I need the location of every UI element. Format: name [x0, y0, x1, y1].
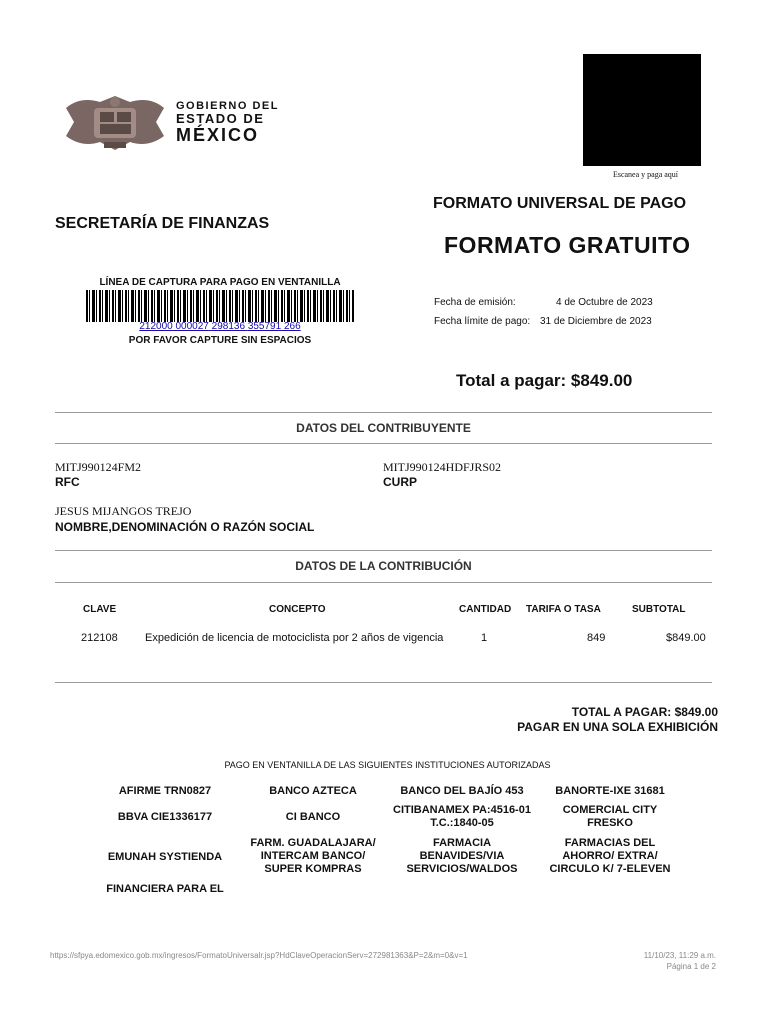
- contribucion-section-title: DATOS DE LA CONTRIBUCIÓN: [295, 559, 472, 573]
- row-cantidad: 1: [481, 632, 488, 644]
- bank-item: FINANCIERA PARA EL: [106, 883, 224, 895]
- capture-note: POR FAVOR CAPTURE SIN ESPACIOS: [128, 335, 312, 346]
- capture-number[interactable]: [70, 321, 370, 332]
- curp-value: MITJ990124HDFJRS02: [383, 460, 502, 474]
- column-header-tarifa: TARIFA O TASA: [526, 604, 601, 615]
- qr-caption: Escanea y paga aquí: [612, 170, 679, 179]
- capture-line-title: LÍNEA DE CAPTURA PARA PAGO EN VENTANILLA: [99, 277, 341, 288]
- limite-label: Fecha límite de pago:: [434, 316, 531, 327]
- format-title: FORMATO UNIVERSAL DE PAGO: [433, 195, 687, 212]
- bank-item: BANORTE-IXE 31681: [555, 785, 665, 797]
- secretaria-title: SECRETARÍA DE FINANZAS: [55, 215, 270, 232]
- logo-line-3: MÉXICO: [176, 125, 260, 145]
- divider: [55, 582, 712, 583]
- logo-line-1: GOBIERNO DEL: [176, 100, 279, 112]
- bank-item: CI BANCO: [285, 811, 341, 823]
- capture-number-part-3[interactable]: 298136: [211, 321, 246, 332]
- qr-code: [583, 54, 701, 166]
- footer-url[interactable]: https://sfpya.edomexico.gob.mx/ingresos/FormatoUniversalr.jsp?HdClaveOperacionServ=272981363&P=2&m=0&v=1: [50, 951, 468, 960]
- bank-item: AFIRME TRN0827: [118, 785, 212, 797]
- footer-page-number: Página 1 de 2: [666, 962, 716, 971]
- summary-exhibicion: PAGAR EN UNA SOLA EXHIBICIÓN: [517, 720, 718, 734]
- capture-number-part-1[interactable]: 212000: [139, 321, 173, 332]
- bank-item: BANCO AZTECA: [269, 785, 357, 797]
- column-header-clave: CLAVE: [83, 604, 117, 615]
- row-clave: 212108: [81, 632, 118, 644]
- bank-item: FARM. GUADALAJARA/ INTERCAM BANCO/ SUPER KOMPRAS: [250, 837, 376, 875]
- government-logo-text: [176, 100, 316, 144]
- column-header-concepto: CONCEPTO: [269, 604, 326, 615]
- bank-item: FARMACIAS DEL AHORRO/ EXTRA/ CIRCULO K/ 7-ELEVEN: [549, 837, 671, 875]
- bank-item: EMUNAH SYSTIENDA: [107, 851, 223, 863]
- column-header-cantidad: CANTIDAD: [459, 604, 512, 615]
- bank-item: FARMACIA BENAVIDES/VIA SERVICIOS/WALDOS: [406, 837, 518, 875]
- coat-of-arms-seal: [60, 92, 170, 152]
- logo-line-2: ESTADO DE: [176, 111, 265, 126]
- emision-value: 4 de Octubre de 2023: [556, 297, 653, 308]
- divider: [55, 682, 712, 683]
- total-header: Total a pagar: $849.00: [456, 371, 633, 390]
- column-header-subtotal: SUBTOTAL: [632, 604, 686, 615]
- nombre-value: JESUS MIJANGOS TREJO: [55, 504, 192, 518]
- limite-value: 31 de Diciembre de 2023: [540, 316, 652, 327]
- rfc-label: RFC: [55, 475, 80, 489]
- barcode: [86, 290, 354, 322]
- capture-number-part-4[interactable]: 355791: [247, 321, 282, 332]
- row-concepto: Expedición de licencia de motociclista por 2 años de vigencia: [145, 632, 444, 644]
- bank-item: COMERCIAL CITY FRESKO: [562, 804, 658, 829]
- divider: [55, 550, 712, 551]
- divider: [55, 443, 712, 444]
- row-subtotal: $849.00: [666, 632, 706, 644]
- capture-number-part-2[interactable]: 000027: [175, 321, 209, 332]
- summary-total: TOTAL A PAGAR: $849.00: [571, 705, 718, 719]
- row-tarifa: 849: [587, 632, 606, 644]
- rfc-value: MITJ990124FM2: [55, 460, 142, 474]
- footer-datetime: 11/10/23, 11:29 a.m.: [643, 951, 716, 960]
- capture-number-part-5[interactable]: 266: [283, 321, 301, 332]
- banks-title: PAGO EN VENTANILLA DE LAS SIGUIENTES INSTITUCIONES AUTORIZADAS: [224, 760, 551, 770]
- emision-label: Fecha de emisión:: [434, 297, 516, 308]
- format-subtitle: FORMATO GRATUITO: [444, 232, 691, 258]
- nombre-label: NOMBRE,DENOMINACIÓN O RAZÓN SOCIAL: [55, 520, 315, 534]
- divider: [55, 412, 712, 413]
- bank-item: BBVA CIE1336177: [117, 811, 213, 823]
- contribuyente-section-title: DATOS DEL CONTRIBUYENTE: [296, 421, 471, 435]
- bank-item: CITIBANAMEX PA:4516-01 T.C.:1840-05: [393, 804, 531, 829]
- curp-label: CURP: [383, 475, 418, 489]
- bank-item: BANCO DEL BAJÍO 453: [400, 785, 524, 797]
